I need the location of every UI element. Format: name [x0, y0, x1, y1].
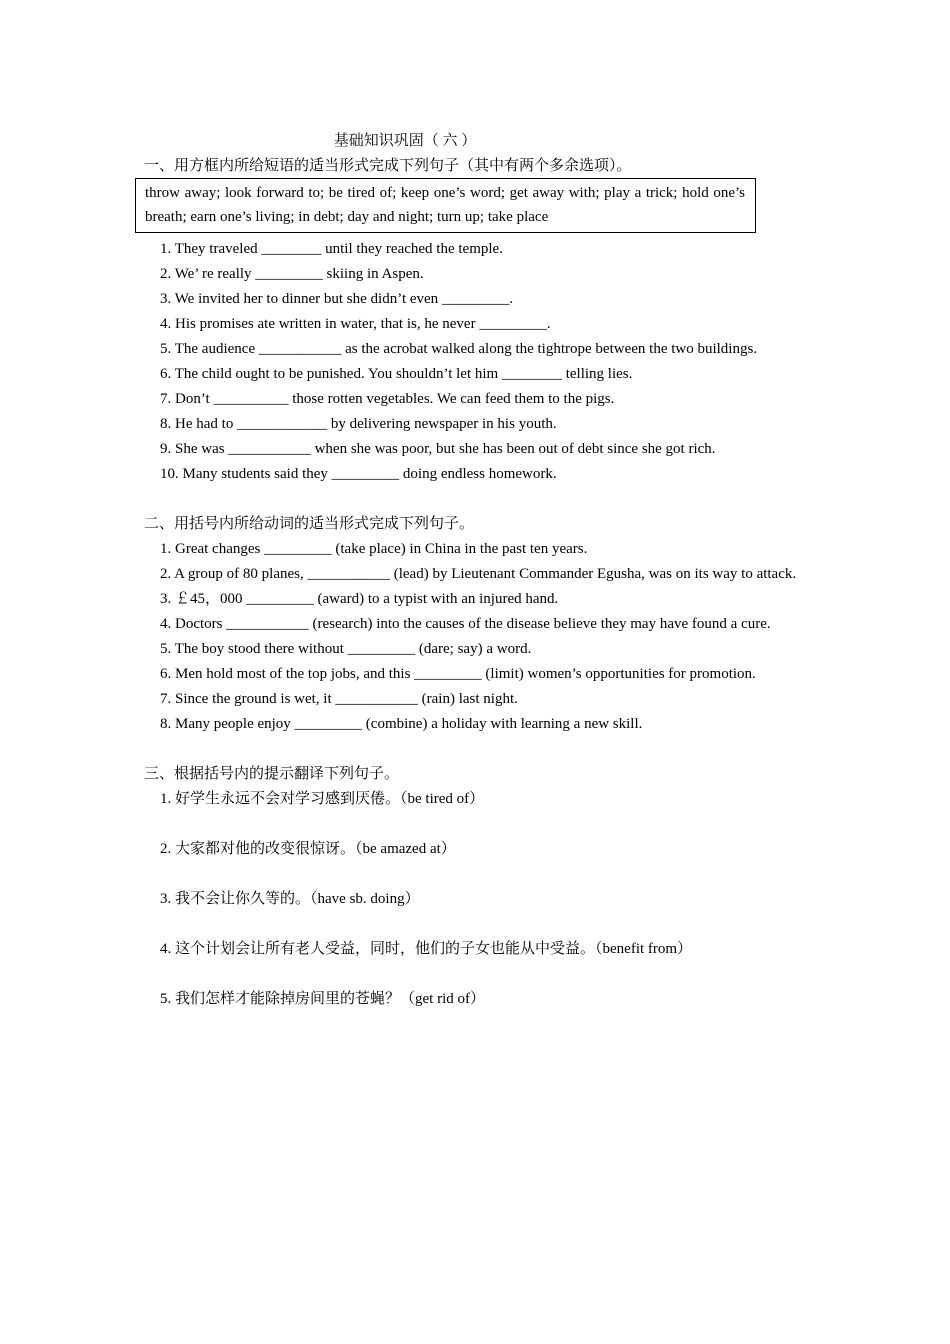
worksheet-title: 基础知识巩固（ 六 ）: [333, 133, 477, 149]
s1-question-1: 1. They traveled ________ until they reached the temple.: [160, 241, 503, 257]
s1-question-4: 4. His promises ate written in water, that is, he never _________.: [160, 316, 551, 332]
s2-question-6: 6. Men hold most of the top jobs, and this _________ (limit) women’s opportunities for promotion.: [160, 666, 756, 682]
s1-question-5: 5. The audience ___________ as the acrobat walked along the tightrope between the two buildings.: [160, 341, 758, 357]
s3-question-4: 4. 这个计划会让所有老人受益，同时，他们的子女也能从中受益。（benefit from）: [160, 941, 693, 957]
s3-question-3: 3. 我不会让你久等的。（have sb. doing）: [160, 891, 420, 907]
s3-question-5: 5. 我们怎样才能除掉房间里的苍蝇？（get rid of）: [160, 991, 485, 1007]
section2-heading: 二、用括号内所给动词的适当形式完成下列句子。: [144, 516, 475, 532]
s2-question-2: 2. A group of 80 planes, ___________ (lead) by Lieutenant Commander Egusha, was on its way to attack.: [160, 566, 797, 582]
s1-question-9: 9. She was ___________ when she was poor, but she has been out of debt since she got rich.: [160, 441, 716, 457]
answer-space: [144, 862, 806, 887]
s1-question-7: 7. Don’t __________ those rotten vegetables. We can feed them to the pigs.: [160, 391, 615, 407]
answer-space: [144, 912, 806, 937]
s2-question-4: 4. Doctors ___________ (research) into the causes of the disease believe they may have found a cure.: [160, 616, 771, 632]
s1-question-3: 3. We invited her to dinner but she didn’t even _________.: [160, 291, 514, 307]
s1-question-8: 8. He had to ____________ by delivering newspaper in his youth.: [160, 416, 557, 432]
answer-space: [144, 812, 806, 837]
s3-question-2: 2. 大家都对他的改变很惊讶。（be amazed at）: [160, 841, 456, 857]
section-spacer: [144, 487, 806, 512]
s2-question-8: 8. Many people enjoy _________ (combine) a holiday with learning a new skill.: [160, 716, 643, 732]
s1-question-6: 6. The child ought to be punished. You shouldn’t let him ________ telling lies.: [160, 366, 633, 382]
s2-question-5: 5. The boy stood there without _________ (dare; say) a word.: [160, 641, 532, 657]
answer-space: [144, 962, 806, 987]
phrase-box: throw away; look forward to; be tired of; keep one’s word; get away with; play a trick; hold one’s breath; earn one’s living; in debt; day and night; turn up; take place: [135, 178, 756, 233]
s2-question-1: 1. Great changes _________ (take place) in China in the past ten years.: [160, 541, 588, 557]
section-spacer: [144, 737, 806, 762]
s3-question-1: 1. 好学生永远不会对学习感到厌倦。（be tired of）: [160, 791, 485, 807]
section3-heading: 三、根据括号内的提示翻译下列句子。: [144, 766, 400, 782]
s1-question-10: 10. Many students said they _________ doing endless homework.: [160, 466, 557, 482]
s2-question-7: 7. Since the ground is wet, it ___________ (rain) last night.: [160, 691, 518, 707]
s2-question-3: 3. ￡45，000 _________ (award) to a typist with an injured hand.: [160, 591, 559, 607]
worksheet-content: [144, 155, 806, 1012]
s1-question-2: 2. We’ re really _________ skiing in Aspen.: [160, 266, 424, 282]
section1-heading: 一、用方框内所给短语的适当形式完成下列句子（其中有两个多余选项）。: [144, 158, 632, 174]
